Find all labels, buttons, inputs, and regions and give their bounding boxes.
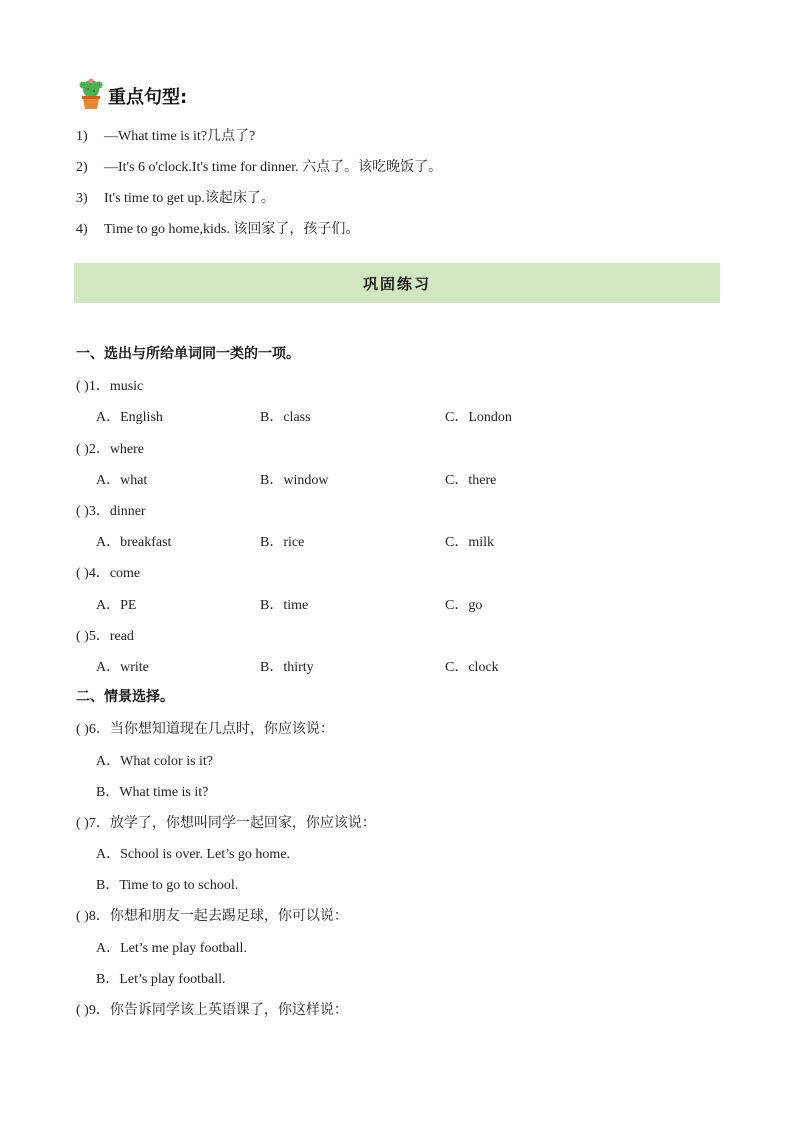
question-stem: ( )8．你想和朋友一起去踢足球，你可以说： <box>76 909 348 924</box>
option-b: B．time <box>260 598 309 613</box>
option-c: C．London <box>445 410 512 425</box>
question-stem: ( )4．come <box>76 566 141 581</box>
option-a: A．Let’s me play football. <box>96 941 247 956</box>
item-number: 4) <box>76 222 88 237</box>
question-stem: ( )6．当你想知道现在几点时，你应该说： <box>76 722 334 737</box>
option-b: B．thirty <box>260 660 314 675</box>
item-text: —It's 6 o'clock.It's time for dinner. 六点了。该吃晚饭了。 <box>104 160 443 175</box>
key-sentence-item <box>76 218 359 238</box>
item-text: —What time is it?几点了? <box>104 129 256 144</box>
option-b: B．rice <box>260 535 305 550</box>
section1-title: 一、选出与所给单词同一类的一项。 <box>76 346 300 362</box>
option-c: C．clock <box>445 660 499 675</box>
key-sentences-title: 重点句型: <box>108 87 188 108</box>
item-number: 2) <box>76 160 88 175</box>
option-a: A．English <box>96 410 163 425</box>
question-stem: ( )2．where <box>76 442 145 457</box>
item-number: 3) <box>76 191 88 206</box>
option-b: B．class <box>260 410 311 425</box>
option-a: A．breakfast <box>96 535 172 550</box>
item-text: Time to go home,kids. 该回家了，孩子们。 <box>104 222 360 237</box>
option-a: A．What color is it? <box>96 754 214 769</box>
question-stem: ( )3．dinner <box>76 504 146 519</box>
option-b: B．What time is it? <box>96 785 209 800</box>
question-stem: ( )1．music <box>76 379 144 394</box>
option-c: C．milk <box>445 535 495 550</box>
key-sentence-item <box>76 125 255 145</box>
option-a: A．what <box>96 473 148 488</box>
item-text: It's time to get up.该起床了。 <box>104 191 275 206</box>
section2-title: 二、情景选择。 <box>76 689 174 705</box>
option-b: B．Time to go to school. <box>96 878 239 893</box>
key-sentence-item <box>76 156 442 176</box>
option-a: A．PE <box>96 598 137 613</box>
key-sentences-heading <box>78 80 187 112</box>
option-a: A．write <box>96 660 149 675</box>
question-stem: ( )5．read <box>76 629 134 644</box>
key-sentence-item <box>76 187 275 207</box>
question-stem: ( )7．放学了，你想叫同学一起回家，你应该说： <box>76 816 376 831</box>
option-a: A．School is over. Let’s go home. <box>96 847 291 862</box>
item-number: 1) <box>76 129 88 144</box>
banner-title: 巩固练习 <box>362 274 431 293</box>
question-stem: ( )9．你告诉同学该上英语课了，你这样说： <box>76 1003 348 1018</box>
option-b: B．Let’s play football. <box>96 972 226 987</box>
option-b: B．window <box>260 473 329 488</box>
option-c: C．there <box>445 473 497 488</box>
cactus-pot-icon <box>78 78 104 115</box>
option-c: C．go <box>445 598 483 613</box>
practice-banner <box>74 263 720 303</box>
